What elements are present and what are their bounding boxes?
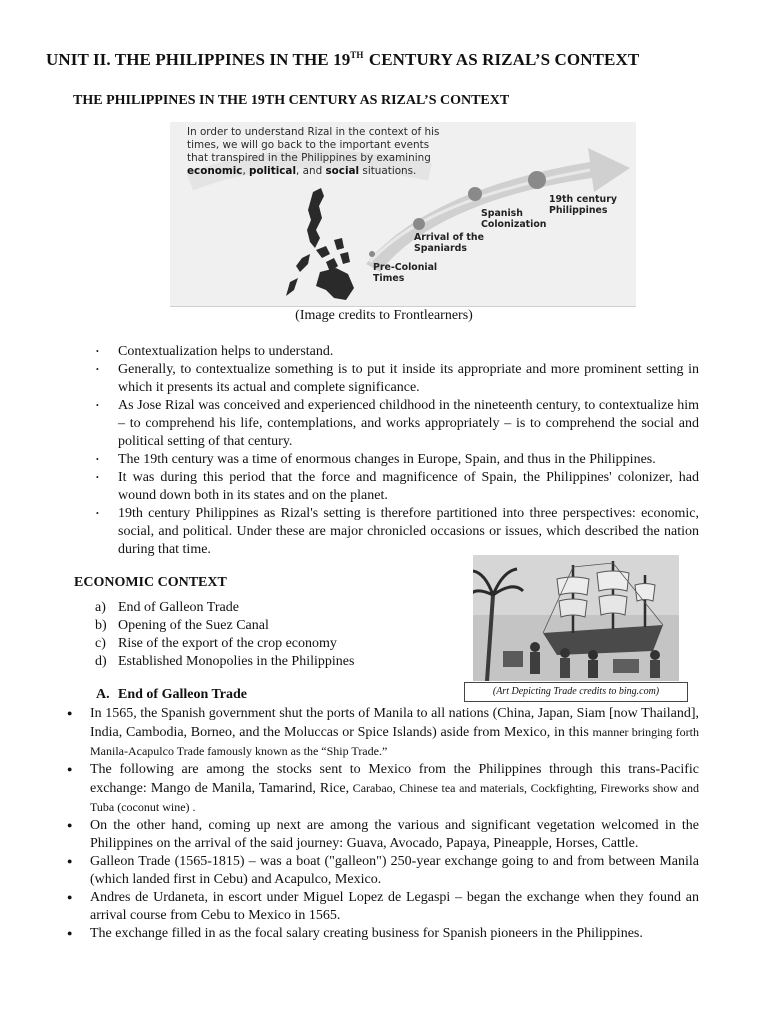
image-credit: (Image credits to Frontlearners)	[295, 308, 473, 323]
timeline-dot	[528, 171, 546, 189]
list-item: ● In 1565, the Spanish government shut the ports of Manila to all nations (China, Japan, Siam [now Thailand], India, Cambodia, Borneo, and the Moluccas or Spice Islands) aside from Mexico, in this manner bringing forth Manila-Acapulco Trade famously known as the “Ship Trade.”	[67, 705, 699, 761]
list-item: ● Andres de Urdaneta, in escort under Miguel Lopez de Legaspi – began the exchange when they found an arrival course from Cebu to Mexico in 1565.	[67, 889, 699, 925]
section-a-heading: A. End of Galleon Trade	[96, 687, 248, 702]
list-item: a) End of Galleon Trade	[95, 600, 239, 615]
list-item: ● The following are among the stocks sent to Mexico from the Philippines through this trans-Pacific exchange: Mango de Manila, Tamarind, Rice, Carabao, Chinese tea and materials, Cockfighting, Fireworks show and Tuba (coconut wine) .	[67, 761, 699, 817]
timeline-dot	[413, 218, 425, 230]
list-item: ● On the other hand, coming up next are among the various and significant vegetation welcomed in the Philippines on the arrival of the said journey: Guava, Avocado, Papaya, Pineapple, Horses, Cattle.	[67, 817, 699, 853]
list-item: • As Jose Rizal was conceived and experienced childhood in the nineteenth century, to contextualize him – to comprehend his life, contemplations, and works appropriately – is to comprehend the social and political setting of that century.	[96, 397, 699, 451]
list-item: • Contextualization helps to understand.	[96, 343, 699, 361]
list-item: c) Rise of the export of the crop economy	[95, 636, 337, 651]
economic-context-heading: ECONOMIC CONTEXT	[74, 575, 227, 590]
stage-label-19th-century: 19th century Philippines	[549, 194, 617, 216]
timeline-infographic	[170, 122, 636, 307]
list-item: ● The exchange filled in as the focal salary creating business for Spanish pioneers in the Philippines.	[67, 925, 699, 943]
list-item: • Generally, to contextualize something is to put it inside its appropriate and more prominent setting in which it presents its actual and complete significance.	[96, 361, 699, 397]
list-item: • The 19th century was a time of enormous changes in Europe, Spain, and thus in the Philippines.	[96, 451, 699, 469]
timeline-dot	[468, 187, 482, 201]
timeline-dot	[369, 251, 375, 257]
galleon-trade-list	[67, 705, 699, 943]
list-item: ● Galleon Trade (1565-1815) – was a boat ("galleon") 250-year exchange going to and from between Manila (which landed first in Cebu) and Acapulco, Mexico.	[67, 853, 699, 889]
list-item: b) Opening of the Suez Canal	[95, 618, 269, 633]
economic-list	[95, 599, 354, 671]
section-subtitle: THE PHILIPPINES IN THE 19TH CENTURY AS RIZAL’S CONTEXT	[73, 93, 510, 108]
trade-artwork-image	[473, 555, 679, 681]
list-item: • 19th century Philippines as Rizal's setting is therefore partitioned into three perspectives: economic, social, and political. Under these are major chronicled occasions or issues, which described the nation during that time.	[96, 505, 699, 559]
philippines-map-icon	[286, 188, 354, 300]
infographic-intro: In order to understand Rizal in the context of his times, we will go back to the important events that transpired in the Philippines by examining economic, political, and social situations.	[187, 126, 440, 177]
stage-label-arrival: Arrival of the Spaniards	[414, 232, 484, 254]
stage-label-colonization: Spanish Colonization	[481, 208, 547, 230]
context-bullet-list	[96, 343, 699, 559]
list-item: d) Established Monopolies in the Philippines	[95, 654, 355, 669]
list-item: • It was during this period that the force and magnificence of Spain, the Philippines' colonizer, had wound down both in its states and on the planet.	[96, 469, 699, 505]
unit-title: UNIT II. THE PHILIPPINES IN THE 19TH CENTURY AS RIZAL’S CONTEXT	[46, 50, 640, 69]
galleon-ship-icon	[473, 555, 679, 681]
trade-image-credit: (Art Depicting Trade credits to bing.com)	[464, 682, 688, 702]
stage-label-precolonial: Pre-Colonial Times	[373, 262, 438, 284]
